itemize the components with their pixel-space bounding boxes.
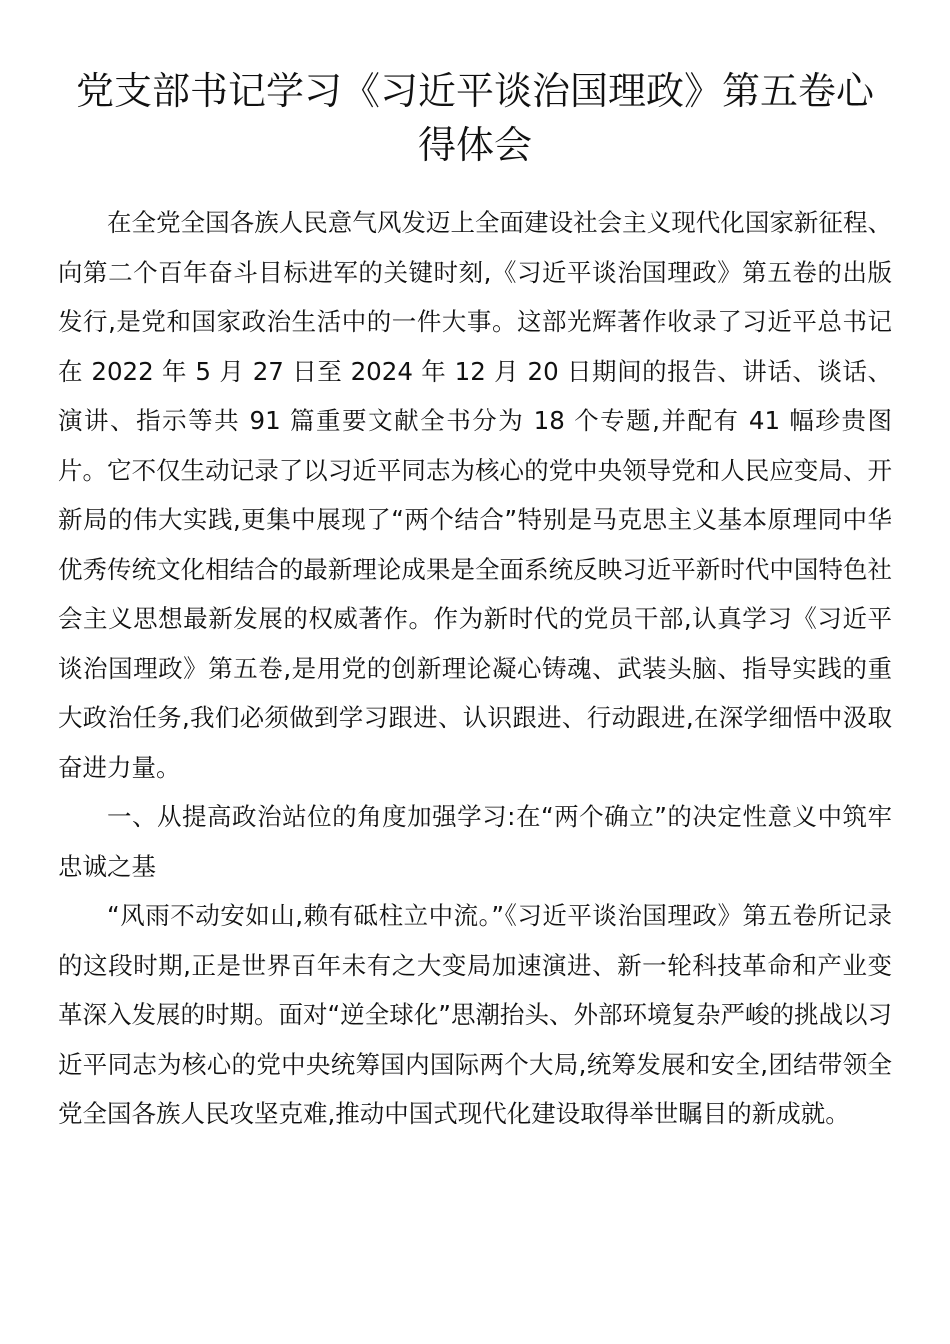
- document-page: [58, 64, 892, 1139]
- paragraph-intro: 在全党全国各族人民意气风发迈上全面建设社会主义现代化国家新征程、向第二个百年奋斗目标进军的关键时刻,《习近平谈治国理政》第五卷的出版发行,是党和国家政治生活中的一件大事。这部光辉著作收录了习近平总书记在 2022 年 5 月 27 日至 2024 年 12 月 20 日期间的报告、讲话、谈话、演讲、指示等共 91 篇重要文献全书分为 18 个专题,并配有 41 幅珍贵图片。它不仅生动记录了以习近平同志为核心的党中央领导党和人民应变局、开新局的伟大实践,更集中展现了“两个结合”特别是马克思主义基本原理同中华优秀传统文化相结合的最新理论成果是全面系统反映习近平新时代中国特色社会主义思想最新发展的权威著作。作为新时代的党员干部,认真学习《习近平谈治国理政》第五卷,是用党的创新理论凝心铸魂、武装头脑、指导实践的重大政治任务,我们必须做到学习跟进、认识跟进、行动跟进,在深学细悟中汲取奋进力量。: [58, 208, 892, 782]
- paragraph-section-1: “风雨不动安如山,赖有砥柱立中流。”《习近平谈治国理政》第五卷所记录的这段时期,正是世界百年未有之大变局加速演进、新一轮科技革命和产业变革深入发展的时期。面对“逆全球化”思潮抬头、外部环境复杂严峻的挑战以习近平同志为核心的党中央统筹国内国际两个大局,统筹发展和安全,团结带领全党全国各族人民攻坚克难,推动中国式现代化建设取得举世瞩目的新成就。: [58, 901, 892, 1128]
- document-body: [58, 198, 892, 1139]
- document-title: 党支部书记学习《习近平谈治国理政》第五卷心得体会: [75, 69, 874, 167]
- section-heading-1: 一、从提高政治站位的角度加强学习:在“两个确立”的决定性意义中筑牢忠诚之基: [58, 802, 892, 881]
